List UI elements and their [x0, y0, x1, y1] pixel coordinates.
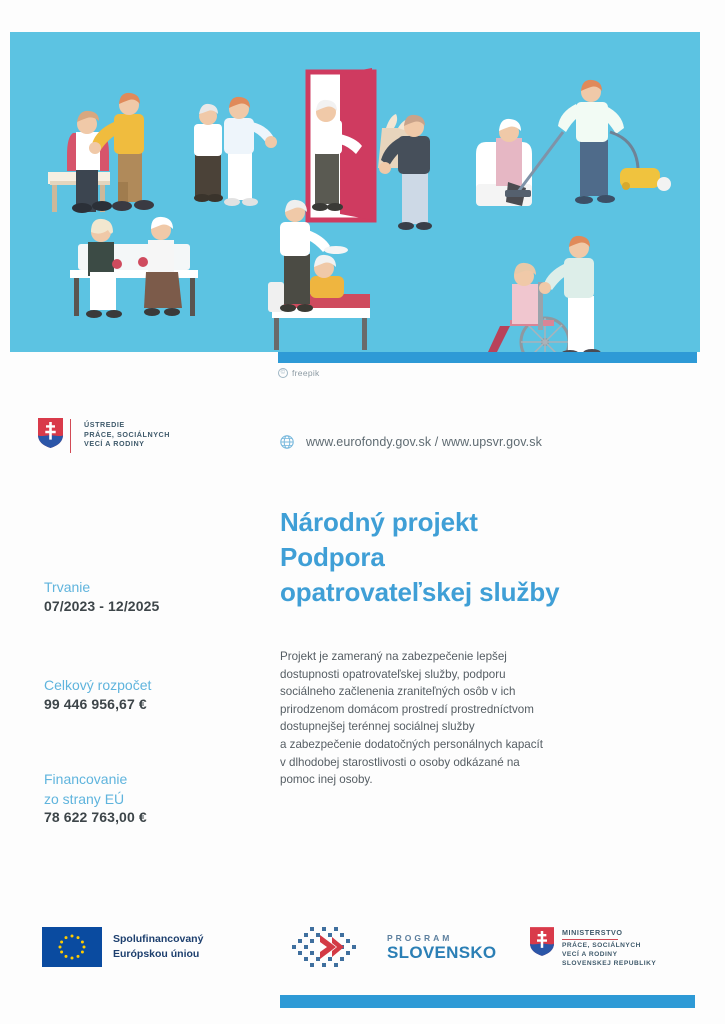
- freepik-label: freepik: [292, 368, 320, 378]
- slovak-coat-of-arms-shield-icon: [38, 418, 63, 448]
- stat-total-budget-value: 99 446 956,67 €: [44, 695, 147, 712]
- eu-cofinancing-logo: [42, 927, 203, 967]
- globe-icon: [280, 435, 294, 449]
- stat-duration-label: Trvanie: [44, 579, 91, 595]
- stat-total-budget: [44, 676, 254, 712]
- program-slovensko-line-2: SLOVENSKO: [387, 943, 497, 963]
- title-line-1: Národný projekt: [280, 507, 478, 537]
- scene-caregiver-pushing-wheelchair: [488, 236, 601, 352]
- ustredie-line-1: ÚSTREDIE: [84, 420, 125, 429]
- stat-eu-funding-value: 78 622 763,00 €: [44, 809, 147, 826]
- website-row[interactable]: [280, 435, 542, 449]
- copyright-icon: ©: [278, 368, 288, 378]
- ustredie-line-2: PRÁCE, SOCIÁLNYCH: [84, 429, 171, 439]
- ministry-line-3: VECÍ A RODINY: [562, 951, 618, 959]
- page-title: [280, 505, 640, 609]
- program-slovensko-logo: [290, 925, 496, 971]
- hero-accent-bar: [278, 352, 697, 363]
- illustration-svg: [10, 32, 700, 352]
- description-line: pomoc inej osoby.: [280, 773, 373, 787]
- stat-duration: [44, 578, 254, 614]
- scene-two-women-on-bench: [70, 217, 198, 318]
- eu-text-line-1: Spolufinancovaný: [113, 933, 204, 946]
- hero-illustration: [10, 32, 700, 352]
- program-slovensko-pixel-arrow-icon: [290, 925, 375, 971]
- ministry-logo-text: [562, 927, 656, 969]
- ministry-line-4: SLOVENSKEJ REPUBLIKY: [562, 960, 657, 968]
- eu-text-line-2: Európskou úniou: [113, 948, 200, 960]
- freepik-credit: [278, 368, 320, 378]
- description-line: Projekt je zameraný na zabezpečenie lepšej: [280, 650, 507, 663]
- title-line-3: opatrovateľskej služby: [280, 576, 560, 607]
- footer-logos: [0, 915, 725, 985]
- stat-duration-value: 07/2023 - 12/2025: [44, 597, 160, 614]
- eu-cofinancing-text: [113, 932, 203, 962]
- ustredie-line-3: VECÍ A RODINY: [84, 439, 145, 449]
- logo-divider: [70, 419, 71, 453]
- ministry-line-2: PRÁCE, SOCIÁLNYCH: [562, 942, 641, 950]
- ministry-logo: [530, 927, 656, 969]
- description-line: dostupnosti opatrovateľskej služby, podporu: [280, 667, 506, 681]
- project-description: [280, 648, 630, 789]
- scene-groceries-delivery-at-door: [308, 68, 432, 230]
- description-line: v dlhodobej starostlivosti o osoby odkázané na: [280, 755, 520, 769]
- scene-caregiver-helping-seated-man: [48, 93, 154, 213]
- ministry-divider: [562, 939, 618, 940]
- eu-flag-icon: [42, 927, 102, 967]
- description-line: a zabezpečenie dodatočných personálnych kapacít: [280, 738, 543, 752]
- ustredie-logo: [38, 418, 170, 453]
- bottom-accent-bar: [280, 995, 695, 1008]
- description-line: dostupnejšej terénnej sociálnej služby: [280, 720, 475, 734]
- stat-eu-funding-label-line-1: Financovanie: [44, 771, 128, 787]
- stat-eu-funding: [44, 770, 254, 825]
- description-line: sociálneho začlenenia zraniteľných osôb v ich: [280, 685, 516, 699]
- title-line-2: Podpora: [280, 541, 385, 572]
- stat-total-budget-label: Celkový rozpočet: [44, 677, 152, 693]
- program-slovensko-line-1: PROGRAM: [387, 933, 453, 944]
- slovak-coat-of-arms-shield-icon: [530, 927, 555, 957]
- website-url[interactable]: www.eurofondy.gov.sk / www.upsvr.gov.sk: [306, 435, 542, 449]
- ministry-line-1: MINISTERSTVO: [562, 928, 623, 937]
- ustredie-logo-text: [84, 418, 170, 449]
- description-line: prirodzenom domácom prostredí prostredníctvom: [280, 702, 534, 716]
- scene-caregiver-walking-with-elderly-woman: [194, 97, 277, 206]
- program-slovensko-text: [387, 933, 496, 963]
- stat-eu-funding-label-line-2: zo strany EÚ: [44, 790, 125, 807]
